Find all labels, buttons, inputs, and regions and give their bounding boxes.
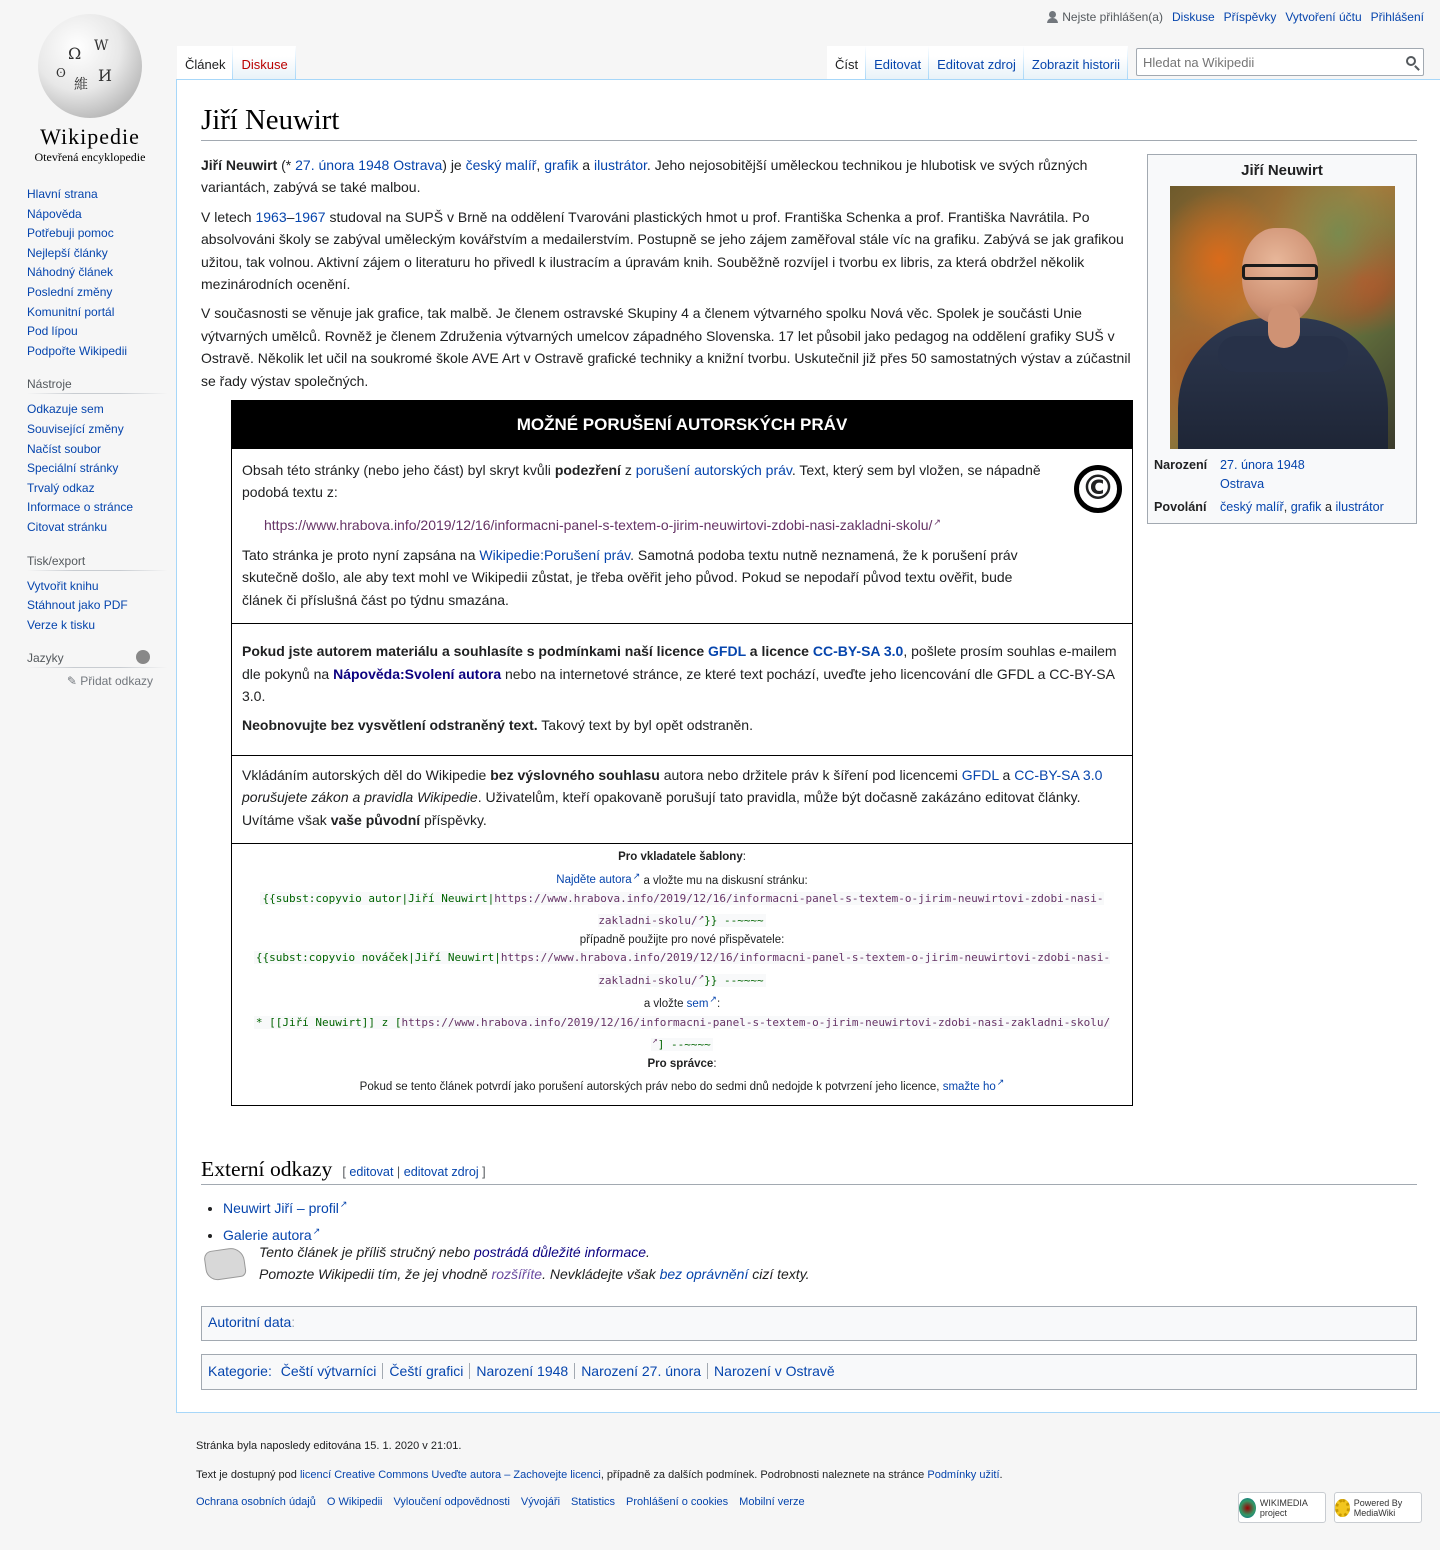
sidebar-item-printable[interactable]: Verze k tisku bbox=[27, 617, 96, 632]
infobox-birth-label: Narození bbox=[1154, 458, 1208, 473]
copyvio-section-warning bbox=[232, 756, 1132, 844]
sidebar-print bbox=[27, 554, 168, 636]
puzzle-globe-icon: Ω W И 維 ʘ bbox=[38, 14, 142, 118]
anon-label: Nejste přihlášen(a) bbox=[1062, 10, 1163, 24]
separator-text: , bbox=[1283, 500, 1291, 515]
wikimedia-badge[interactable] bbox=[1238, 1492, 1326, 1523]
text-span: . Samotná podoba textu nutně neznamená, že k porušení práv skutečně došlo, ale aby text mohl ve Wikipedii zůstat, je třeba ověřit jeho původ. Pokud se nepodaří původ textu ověřit, bude článek či příslušná část po týdnu smazána. bbox=[242, 546, 1018, 608]
footer-icons bbox=[1238, 1492, 1422, 1523]
text-span: a vložte bbox=[643, 998, 687, 1011]
sidebar-item-page-info[interactable]: Informace o stránce bbox=[27, 500, 134, 515]
infobox-table bbox=[1152, 454, 1412, 519]
text-span: Pomozte Wikipedii tím, že jej vhodně bbox=[259, 1266, 492, 1283]
personal-talk-link[interactable]: Diskuse bbox=[1171, 10, 1215, 24]
infobox-birth-date-link[interactable]: 27. února 1948 bbox=[1220, 458, 1305, 473]
sidebar-item-create-book[interactable]: Vytvořit knihu bbox=[27, 578, 99, 593]
text-span: Vkládáním autorských děl do Wikipedie bbox=[242, 766, 491, 783]
sidebar-item-upload[interactable]: Načíst soubor bbox=[27, 441, 102, 456]
birth-date-link[interactable]: 27. února bbox=[295, 157, 355, 173]
template-code bbox=[254, 951, 1110, 986]
separator-text: a bbox=[1321, 500, 1336, 515]
bold-text: Pro správce bbox=[647, 1057, 714, 1070]
tab-article[interactable]: Článek bbox=[177, 46, 233, 80]
sidebar bbox=[0, 180, 176, 704]
photo-glasses-shape bbox=[1242, 264, 1318, 280]
sidebar-item-what-links-here[interactable]: Odkazuje sem bbox=[27, 402, 104, 417]
badge-label: Powered By MediaWiki bbox=[1353, 1497, 1403, 1518]
code-text: }} --~~~~ bbox=[704, 973, 764, 987]
infobox-birth-place-link[interactable]: Ostrava bbox=[1220, 477, 1265, 492]
text-span: a vložte mu na diskusní stránku: bbox=[640, 874, 808, 887]
birth-place-link[interactable]: Ostrava bbox=[393, 157, 443, 173]
copyvio-instructions bbox=[232, 844, 1132, 1105]
logo-wordmark: Wikipedie bbox=[40, 124, 140, 149]
footer-disclaimer-link[interactable]: Vyloučení odpovědnosti bbox=[393, 1496, 510, 1508]
instructions-line-4 bbox=[242, 1073, 1122, 1096]
section-edit-source-link[interactable]: editovat zdroj bbox=[403, 1165, 479, 1179]
bold-text: Neobnovujte bez vysvětlení odstraněný text. bbox=[242, 717, 538, 734]
text-span: : bbox=[291, 1314, 296, 1330]
text-span: a bbox=[578, 157, 594, 173]
footer bbox=[196, 1438, 1426, 1518]
sidebar-item-donate[interactable]: Podpořte Wikipedii bbox=[27, 343, 128, 358]
tab-edit[interactable]: Editovat bbox=[866, 46, 929, 80]
copyvio-text-2 bbox=[242, 544, 1052, 611]
text-span: : bbox=[716, 998, 721, 1011]
section-title: Externí odkazy bbox=[201, 1157, 333, 1181]
graphic-link[interactable]: grafik bbox=[544, 157, 579, 173]
bold-text: podezření bbox=[554, 462, 621, 478]
last-modified: Stránka byla naposledy editována 15. 1. 2020 v 21:01. bbox=[196, 1440, 462, 1452]
tab-talk[interactable]: Diskuse bbox=[233, 46, 295, 80]
badge-label: WIKIMEDIA project bbox=[1259, 1497, 1308, 1518]
external-links-heading bbox=[201, 1157, 1417, 1185]
external-links-section bbox=[201, 1157, 1417, 1248]
terms-link[interactable]: Podmínky užití bbox=[927, 1469, 1000, 1481]
search-box bbox=[1136, 48, 1424, 76]
text-span: . bbox=[646, 1244, 650, 1260]
wikimedia-logo-icon bbox=[1239, 1498, 1256, 1518]
anon-status bbox=[1047, 10, 1163, 24]
stub-line-1 bbox=[259, 1241, 810, 1263]
stub-text bbox=[259, 1241, 810, 1286]
template-code bbox=[254, 1016, 1110, 1051]
copyvio-project-link[interactable]: Wikipedie:Porušení práv bbox=[479, 546, 631, 563]
infobox-occupation-label: Povolání bbox=[1154, 500, 1207, 515]
text-span: V letech bbox=[201, 208, 256, 225]
infobox-birth-value bbox=[1218, 454, 1412, 496]
category-link[interactable]: Čeští grafici bbox=[382, 1363, 469, 1379]
paragraph-3: V současnosti se věnuje jak grafice, tak malbě. Je členem ostravské Skupiny 4 a členem výtvarného spolku Nová věc. Spolek je součásti Unie výtvarných umělců. Rovněž je členem Združenia výtvarných umelcov západného Slovenska. 17 let působil jako pedagog na oddělení grafiky SUŠ v Ostravě. Několik let učil na soukromé škole AVE Art v Ostravě grafické techniky a knižní tvorbu. Uskutečnil již přes 50 samostatných výstav a zúčastnil se řady výstav společných. bbox=[201, 305, 1131, 389]
mediawiki-badge[interactable] bbox=[1334, 1492, 1422, 1523]
footer-mobile-link[interactable]: Mobilní verze bbox=[739, 1496, 805, 1508]
languages-heading: Jazyky bbox=[27, 651, 168, 668]
profile-link[interactable]: Neuwirt Jiří – profil ↗ bbox=[223, 1200, 347, 1216]
login-link[interactable]: Přihlášení bbox=[1370, 10, 1424, 24]
occupation-graphic-link[interactable]: grafik bbox=[1290, 500, 1322, 515]
text-span: nebo na internetové stránce, ze které text pochází, uveďte jeho licencování dle GFDL a CC-BY-SA 3.0. bbox=[242, 665, 1115, 704]
text-span: : bbox=[713, 1057, 717, 1070]
code-url-link-1[interactable]: https://www.hrabova.info/2019/12/16/informacni-panel-s-textem-o-jirim-neuwirtovi-zdobi-nasi-zakladni-skolu/ ↗ bbox=[494, 892, 1103, 927]
sidebar-item-download-pdf[interactable]: Stáhnout jako PDF bbox=[27, 598, 128, 613]
search-input[interactable] bbox=[1137, 49, 1387, 75]
source-url-link[interactable]: https://www.hrabova.info/2019/12/16/informacni-panel-s-textem-o-jirim-neuwirtovi-zdobi-nasi-zakladni-skolu/ ↗ bbox=[264, 517, 941, 533]
text-span: Pokud se tento článek potvrdí jako porušení autorských práv nebo do sedmi dnů nedojde k potvrzení jeho licence, bbox=[359, 1080, 943, 1093]
category-link[interactable]: Narození 1948 bbox=[469, 1363, 574, 1379]
lead-section bbox=[201, 154, 1133, 392]
footer-privacy-link[interactable]: Ochrana osobních údajů bbox=[196, 1496, 316, 1508]
list-item bbox=[223, 1193, 1417, 1220]
sidebar-item-help[interactable]: Nápověda bbox=[27, 206, 82, 221]
infobox-title: Jiří Neuwirt bbox=[1241, 162, 1323, 179]
paragraph-1 bbox=[201, 154, 1133, 199]
sidebar-tools bbox=[27, 377, 168, 537]
sidebar-item-related-changes[interactable]: Související změny bbox=[27, 421, 124, 436]
text-span: z bbox=[620, 462, 636, 478]
text-span: : bbox=[742, 850, 746, 863]
expand-link[interactable]: rozšíříte bbox=[491, 1266, 543, 1283]
tab-history[interactable]: Zobrazit historii bbox=[1024, 46, 1128, 80]
code-url-link-3[interactable]: https://www.hrabova.info/2019/12/16/informacni-panel-s-textem-o-jirim-neuwirtovi-zdobi-nasi-zakladni-skolu/ ↗ bbox=[402, 1016, 1111, 1051]
view-tabs bbox=[827, 46, 1128, 80]
category-link[interactable]: Čeští výtvarníci bbox=[280, 1363, 377, 1379]
paste-here-link[interactable]: sem ↗ bbox=[687, 998, 717, 1010]
text-span: . Uživatelům, kteří opakovaně porušují tato pravidla, může být dočasně zakázáno editovat články. Uvítáme však bbox=[242, 789, 1081, 828]
text-span: , bbox=[536, 157, 545, 173]
tab-read[interactable]: Číst bbox=[827, 46, 866, 80]
text-span: ) je bbox=[442, 157, 466, 173]
stub-notice bbox=[201, 1241, 1417, 1297]
copyvio-source-paragraph bbox=[242, 511, 1052, 537]
copyvio-section-suspicion bbox=[232, 449, 1132, 624]
instructions-line-2: případně použijte pro nové přispěvatele: bbox=[579, 933, 785, 946]
footer-about-link[interactable]: O Wikipedii bbox=[326, 1496, 383, 1508]
birth-year-link[interactable]: 1948 bbox=[358, 157, 390, 173]
bold-text: vaše původní bbox=[330, 811, 421, 828]
sidebar-languages bbox=[27, 651, 168, 688]
code-text: }} --~~~~ bbox=[704, 914, 764, 928]
sidebar-item-random[interactable]: Náhodný článek bbox=[27, 265, 114, 280]
section-edit-link[interactable]: editovat bbox=[349, 1165, 394, 1179]
text-span: . Nevkládejte však bbox=[542, 1266, 660, 1283]
categories-label: Kategorie bbox=[208, 1363, 268, 1379]
user-icon bbox=[1047, 11, 1058, 23]
text-span: . Text, který sem byl vložen, se nápadně podobá textu z: bbox=[242, 462, 1041, 501]
add-interlanguage-links[interactable]: ✎ Přidat odkazy bbox=[66, 674, 153, 689]
instructions-heading-2 bbox=[242, 1055, 1122, 1074]
copyvio-text-1 bbox=[242, 459, 1052, 504]
code-text: ] --~~~~ bbox=[657, 1037, 711, 1051]
sidebar-item-community[interactable]: Komunitní portál bbox=[27, 304, 115, 319]
text-span: (* bbox=[277, 157, 296, 173]
article-body bbox=[201, 154, 1417, 1093]
authority-control bbox=[201, 1306, 1417, 1341]
infobox-row-birth bbox=[1152, 454, 1412, 496]
sidebar-item-main-page[interactable]: Hlavní strana bbox=[27, 187, 98, 201]
copyright-violation-box bbox=[231, 400, 1133, 1106]
copyvio-section-author bbox=[232, 624, 1132, 756]
instructions-line-3 bbox=[242, 990, 1122, 1013]
code-snippet-3 bbox=[242, 1014, 1122, 1055]
text-span: – bbox=[286, 208, 295, 225]
footer-statistics-link[interactable]: Statistics bbox=[571, 1496, 616, 1508]
year-1967-link[interactable]: 1967 bbox=[294, 208, 326, 225]
text-span: . Jeho nejosobitější uměleckou technikou je hlubotisk ve svých různých variantách, zabývá se také malbou. bbox=[201, 157, 1088, 196]
stub-line-2 bbox=[259, 1263, 810, 1285]
cc-by-sa-link[interactable]: CC-BY-SA 3.0 bbox=[812, 643, 904, 660]
personal-contribs-link[interactable]: Příspěvky bbox=[1223, 10, 1277, 24]
text-span: příspěvky. bbox=[420, 811, 487, 828]
license-text bbox=[196, 1467, 1426, 1483]
copyright-icon: © bbox=[1074, 465, 1122, 513]
text-span: Tento článek je příliš stručný nebo bbox=[259, 1244, 475, 1260]
instructions-heading-1 bbox=[242, 848, 1122, 867]
logo-tagline: Otevřená encyklopedie bbox=[34, 150, 146, 164]
copyvio-heading: MOŽNÉ PORUŠENÍ AUTORSKÝCH PRÁV bbox=[232, 401, 1132, 449]
infobox bbox=[1147, 154, 1417, 524]
copyvio-text-3 bbox=[242, 640, 1122, 707]
text-span: , případně za dalších podmínek. Podrobnosti naleznete na stránce bbox=[600, 1469, 928, 1481]
category-link[interactable]: Narození v Ostravě bbox=[707, 1363, 841, 1379]
create-account-link[interactable]: Vytvoření účtu bbox=[1285, 10, 1362, 24]
gfdl-link-2[interactable]: GFDL bbox=[961, 766, 999, 783]
text-span: a bbox=[998, 766, 1015, 783]
sidebar-item-village-pump[interactable]: Pod lípou bbox=[27, 324, 78, 339]
page-title: Jiří Neuwirt bbox=[201, 102, 1417, 141]
copyright-violation-link[interactable]: porušení autorských práv bbox=[635, 462, 792, 478]
authority-data-link[interactable]: Autoritní data bbox=[208, 1314, 292, 1330]
text-span: cizí texty. bbox=[748, 1266, 810, 1283]
code-snippet-1 bbox=[242, 890, 1122, 931]
sidebar-item-need-help[interactable]: Potřebuji pomoc bbox=[27, 226, 114, 241]
category-links bbox=[201, 1354, 1417, 1390]
bold-text: Pokud jste autorem materiálu a souhlasíte s podmínkami naší licence bbox=[242, 643, 709, 660]
print-heading: Tisk/export bbox=[27, 554, 168, 571]
tab-edit-source[interactable]: Editovat zdroj bbox=[929, 46, 1024, 80]
cc-by-sa-link-2[interactable]: CC-BY-SA 3.0 bbox=[1014, 766, 1103, 783]
portrait-photo[interactable] bbox=[1170, 186, 1395, 449]
infobox-occupation-value bbox=[1218, 496, 1412, 519]
code-snippet-2 bbox=[242, 949, 1122, 990]
external-links-list bbox=[223, 1193, 1417, 1248]
bold-text: Pro vkladatele šablony bbox=[618, 850, 743, 863]
code-url-link-2[interactable]: https://www.hrabova.info/2019/12/16/informacni-panel-s-textem-o-jirim-neuwirtovi-zdobi-nasi-zakladni-skolu/ ↗ bbox=[501, 951, 1110, 986]
sidebar-item-best-articles[interactable]: Nejlepší články bbox=[27, 245, 108, 260]
infobox-row-occupation bbox=[1152, 496, 1412, 519]
occupation-illustrator-link[interactable]: ilustrátor bbox=[1335, 500, 1384, 515]
text-span: Text je dostupný pod bbox=[196, 1469, 300, 1481]
sidebar-item-cite[interactable]: Citovat stránku bbox=[27, 519, 108, 534]
occupation-painter-link[interactable]: český malíř bbox=[1220, 500, 1284, 515]
copyvio-text-5 bbox=[242, 764, 1122, 831]
delete-it-link[interactable]: smažte ho ↗ bbox=[943, 1081, 1005, 1093]
wikipedia-logo[interactable] bbox=[20, 12, 160, 164]
text-span: , pošlete prosím souhlas e-mailem dle pokynů na bbox=[242, 643, 1117, 682]
puzzle-piece-icon bbox=[203, 1246, 247, 1281]
painter-link[interactable]: český malíř bbox=[465, 157, 537, 173]
text-span: Takový text by byl opět odstraněn. bbox=[537, 717, 753, 734]
category-link[interactable]: Narození 27. února bbox=[574, 1363, 707, 1379]
content-area bbox=[176, 79, 1440, 1413]
footer-cookies-link[interactable]: Prohlášení o cookies bbox=[626, 1496, 729, 1508]
sidebar-item-recent-changes[interactable]: Poslední změny bbox=[27, 284, 113, 299]
code-text: {{subst:copyvio nováček|Jiří Neuwirt| bbox=[255, 951, 501, 965]
add-links-label: Přidat odkazy bbox=[80, 674, 153, 689]
code-text: * [[Jiří Neuwirt]] z [ bbox=[255, 1015, 402, 1029]
paragraph-2 bbox=[201, 206, 1133, 296]
mediawiki-logo-icon bbox=[1335, 1499, 1350, 1517]
text-span: . bbox=[999, 1469, 1003, 1481]
section-edit-links: [ editovat | editovat zdroj ] bbox=[342, 1165, 486, 1179]
italic-text: porušujete zákon a pravidla Wikipedie bbox=[242, 789, 478, 806]
bold-text: bez výslovného souhlasu bbox=[490, 766, 660, 783]
code-text: {{subst:copyvio autor|Jiří Neuwirt| bbox=[262, 891, 495, 905]
template-code bbox=[260, 892, 1103, 927]
gfdl-link[interactable]: GFDL bbox=[708, 643, 746, 660]
copyvio-text-4 bbox=[242, 714, 1122, 736]
instructions-line-1 bbox=[242, 867, 1122, 890]
subject-name: Jiří Neuwirt bbox=[201, 157, 278, 173]
bold-text: a licence bbox=[745, 643, 813, 660]
photo-hand-shape bbox=[1268, 304, 1300, 348]
find-author-link[interactable]: Najděte autora ↗ bbox=[556, 874, 640, 886]
search-icon[interactable] bbox=[1406, 56, 1416, 66]
author-permission-link[interactable]: Nápověda:Svolení autora bbox=[333, 665, 502, 682]
text-span: Obsah této stránky (nebo jeho část) byl skryt kvůli bbox=[242, 462, 555, 478]
year-1963-link[interactable]: 1963 bbox=[255, 208, 287, 225]
without-permission-link[interactable]: bez oprávnění bbox=[659, 1266, 749, 1283]
categories-label-link[interactable]: Kategorie: bbox=[208, 1363, 272, 1379]
personal-tools bbox=[1047, 10, 1424, 24]
license-link[interactable]: licencí Creative Commons Uveďte autora – Zachovejte licenci bbox=[299, 1469, 601, 1481]
text-span: Tato stránka je proto nyní zapsána na bbox=[242, 546, 480, 563]
namespace-tabs bbox=[177, 46, 296, 80]
illustrator-link[interactable]: ilustrátor bbox=[594, 157, 647, 173]
gallery-link[interactable]: Galerie autora ↗ bbox=[223, 1227, 320, 1243]
text-span: studoval na SUPŠ v Brně na oddělení Tvarováni plastických hmot u prof. Františka Schenka a prof. Františka Navrátila. Po absolvováni školy se zabýval uměleckým kovářstvím a medailerstvím. Postupně se jeho zájem zaměřoval stále víc na grafiku. Zabývá se jak grafikou užitou, tak volnou. Aktivní zájem o literaturu ho přivedl k ilustracím a úpravám knih. Souběžně rozvíjel i tvorbu ex libris, za která obdržel několik mezinárodních ocenění. bbox=[201, 208, 1124, 293]
text-span: autora nebo držitele práv k šíření pod licencemi bbox=[659, 766, 962, 783]
footer-developers-link[interactable]: Vývojáři bbox=[520, 1496, 561, 1508]
missing-info-link[interactable]: postrádá důležité informace bbox=[474, 1244, 647, 1260]
sidebar-item-special-pages[interactable]: Speciální stránky bbox=[27, 461, 119, 476]
sidebar-navigation bbox=[27, 185, 168, 361]
tools-heading: Nástroje bbox=[27, 377, 168, 394]
sidebar-item-permalink[interactable]: Trvalý odkaz bbox=[27, 480, 95, 495]
